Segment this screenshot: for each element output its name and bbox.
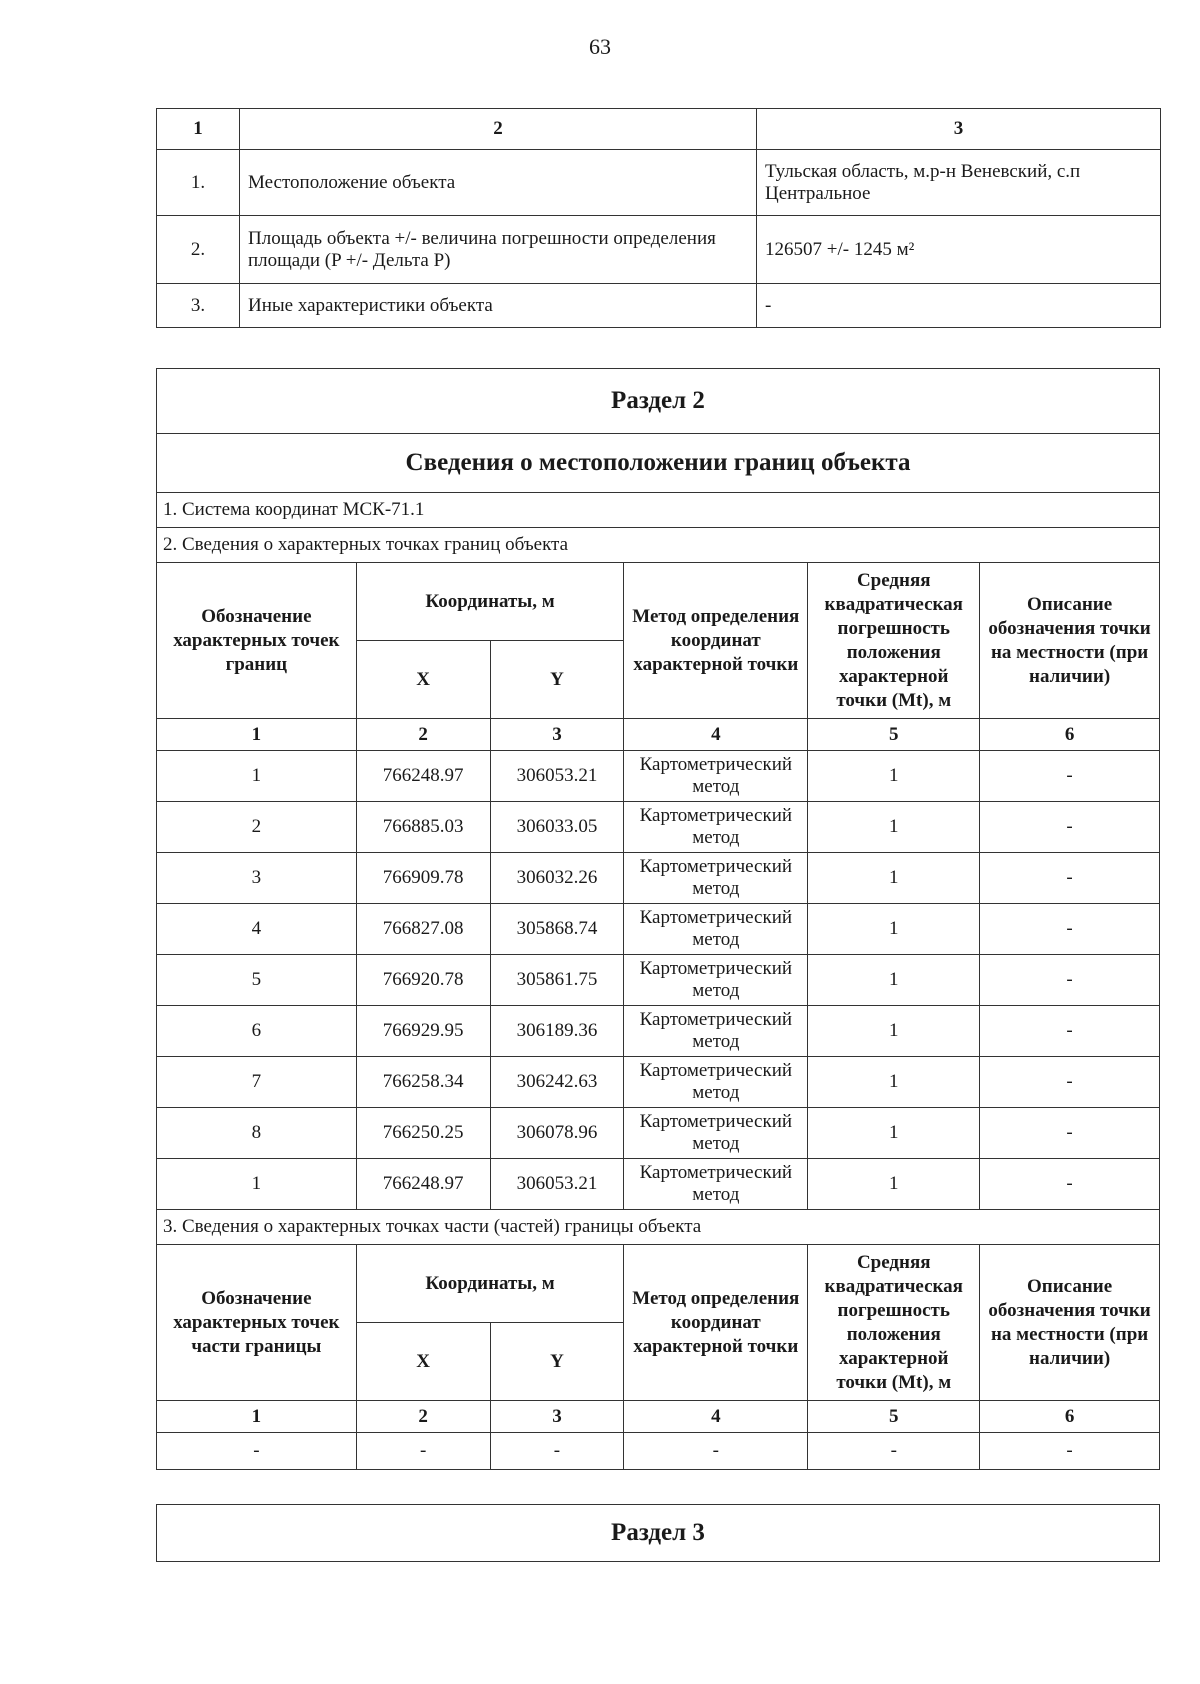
point-row [157, 802, 1160, 853]
parts-cell: - [356, 1433, 490, 1470]
col-error: Средняя квадратическая погрешность положения характерной точки (Mt), м [808, 563, 980, 719]
col-number: 6 [980, 1401, 1160, 1433]
point-id: 8 [157, 1108, 357, 1159]
section3-table [156, 1504, 1160, 1562]
point-id: 7 [157, 1057, 357, 1108]
parts-cell: - [808, 1433, 980, 1470]
point-method: Картометрический метод [624, 1108, 808, 1159]
col-number: 2 [356, 719, 490, 751]
point-id: 1 [157, 1159, 357, 1210]
row-value: 126507 +/- 1245 м² [757, 216, 1161, 284]
point-row [157, 853, 1160, 904]
parts-col-x: X [356, 1323, 490, 1401]
point-desc: - [980, 1108, 1160, 1159]
section3-title: Раздел 3 [157, 1505, 1160, 1562]
row-label: Местоположение объекта [240, 150, 757, 216]
point-y: 306078.96 [490, 1108, 624, 1159]
header-cell: 3 [757, 109, 1161, 150]
point-id: 3 [157, 853, 357, 904]
point-row [157, 751, 1160, 802]
object-info-row [157, 284, 1161, 328]
point-row [157, 1006, 1160, 1057]
col-number: 4 [624, 719, 808, 751]
point-mt: 1 [808, 751, 980, 802]
object-info-row [157, 216, 1161, 284]
parts-cell: - [157, 1433, 357, 1470]
point-mt: 1 [808, 1057, 980, 1108]
point-id: 6 [157, 1006, 357, 1057]
col-y: Y [490, 641, 624, 719]
point-desc: - [980, 853, 1160, 904]
parts-cell: - [624, 1433, 808, 1470]
point-desc: - [980, 1159, 1160, 1210]
parts-col-y: Y [490, 1323, 624, 1401]
parts-col-designation: Обозначение характерных точек части границы [157, 1245, 357, 1401]
point-x: 766929.95 [356, 1006, 490, 1057]
point-row [157, 1057, 1160, 1108]
row-number: 3. [157, 284, 240, 328]
point-method: Картометрический метод [624, 1159, 808, 1210]
point-mt: 1 [808, 1006, 980, 1057]
point-x: 766248.97 [356, 751, 490, 802]
section2-table [156, 368, 1160, 1470]
row-value: - [757, 284, 1161, 328]
point-y: 306032.26 [490, 853, 624, 904]
point-method: Картометрический метод [624, 802, 808, 853]
point-desc: - [980, 955, 1160, 1006]
point-x: 766920.78 [356, 955, 490, 1006]
row-value: Тульская область, м.р-н Веневский, с.п Центральное [757, 150, 1161, 216]
row-label: Иные характеристики объекта [240, 284, 757, 328]
point-row [157, 1159, 1160, 1210]
col-designation: Обозначение характерных точек границ [157, 563, 357, 719]
point-y: 305861.75 [490, 955, 624, 1006]
coord-system-line: 1. Система координат МСК-71.1 [157, 493, 1160, 528]
point-x: 766250.25 [356, 1108, 490, 1159]
point-x: 766885.03 [356, 802, 490, 853]
section2-subtitle: Сведения о местоположении границ объекта [157, 434, 1160, 493]
col-method: Метод определения координат характерной точки [624, 563, 808, 719]
col-description: Описание обозначения точки на местности (при наличии) [980, 563, 1160, 719]
point-y: 306189.36 [490, 1006, 624, 1057]
row-number: 1. [157, 150, 240, 216]
col-number: 6 [980, 719, 1160, 751]
parts-column-number-row [157, 1401, 1160, 1433]
point-y: 306053.21 [490, 1159, 624, 1210]
point-row [157, 904, 1160, 955]
object-info-header-row [157, 109, 1161, 150]
point-row [157, 1108, 1160, 1159]
point-desc: - [980, 904, 1160, 955]
point-mt: 1 [808, 904, 980, 955]
col-coordinates: Координаты, м [356, 563, 624, 641]
point-y: 305868.74 [490, 904, 624, 955]
point-id: 5 [157, 955, 357, 1006]
header-cell: 2 [240, 109, 757, 150]
point-row [157, 955, 1160, 1006]
point-mt: 1 [808, 802, 980, 853]
parts-col-error: Средняя квадратическая погрешность положения характерной точки (Mt), м [808, 1245, 980, 1401]
point-y: 306242.63 [490, 1057, 624, 1108]
object-info-row [157, 150, 1161, 216]
row-number: 2. [157, 216, 240, 284]
point-method: Картометрический метод [624, 1057, 808, 1108]
col-number: 3 [490, 719, 624, 751]
point-id: 2 [157, 802, 357, 853]
point-method: Картометрический метод [624, 751, 808, 802]
parts-col-coordinates: Координаты, м [356, 1245, 624, 1323]
parts-empty-row [157, 1433, 1160, 1470]
parts-heading: 3. Сведения о характерных точках части (частей) границы объекта [157, 1210, 1160, 1245]
point-x: 766258.34 [356, 1057, 490, 1108]
point-mt: 1 [808, 1159, 980, 1210]
page-number: 63 [589, 34, 611, 59]
point-mt: 1 [808, 853, 980, 904]
col-number: 1 [157, 1401, 357, 1433]
point-method: Картометрический метод [624, 853, 808, 904]
point-mt: 1 [808, 1108, 980, 1159]
col-number: 5 [808, 719, 980, 751]
point-x: 766827.08 [356, 904, 490, 955]
header-cell: 1 [157, 109, 240, 150]
col-number: 3 [490, 1401, 624, 1433]
points-body [157, 751, 1160, 1210]
point-x: 766248.97 [356, 1159, 490, 1210]
col-x: X [356, 641, 490, 719]
col-number: 5 [808, 1401, 980, 1433]
col-number: 1 [157, 719, 357, 751]
parts-col-description: Описание обозначения точки на местности (при наличии) [980, 1245, 1160, 1401]
point-desc: - [980, 1057, 1160, 1108]
point-id: 1 [157, 751, 357, 802]
point-mt: 1 [808, 955, 980, 1006]
col-number: 4 [624, 1401, 808, 1433]
point-x: 766909.78 [356, 853, 490, 904]
parts-cell: - [490, 1433, 624, 1470]
point-desc: - [980, 1006, 1160, 1057]
col-number: 2 [356, 1401, 490, 1433]
parts-col-method: Метод определения координат характерной точки [624, 1245, 808, 1401]
column-number-row [157, 719, 1160, 751]
point-y: 306053.21 [490, 751, 624, 802]
point-method: Картометрический метод [624, 904, 808, 955]
row-label: Площадь объекта +/- величина погрешности определения площади (P +/- Дельта P) [240, 216, 757, 284]
parts-cell: - [980, 1433, 1160, 1470]
point-desc: - [980, 751, 1160, 802]
point-desc: - [980, 802, 1160, 853]
points-heading: 2. Сведения о характерных точках границ объекта [157, 528, 1160, 563]
point-y: 306033.05 [490, 802, 624, 853]
object-info-table [156, 108, 1161, 328]
point-method: Картометрический метод [624, 955, 808, 1006]
point-method: Картометрический метод [624, 1006, 808, 1057]
section2-title: Раздел 2 [157, 369, 1160, 434]
point-id: 4 [157, 904, 357, 955]
